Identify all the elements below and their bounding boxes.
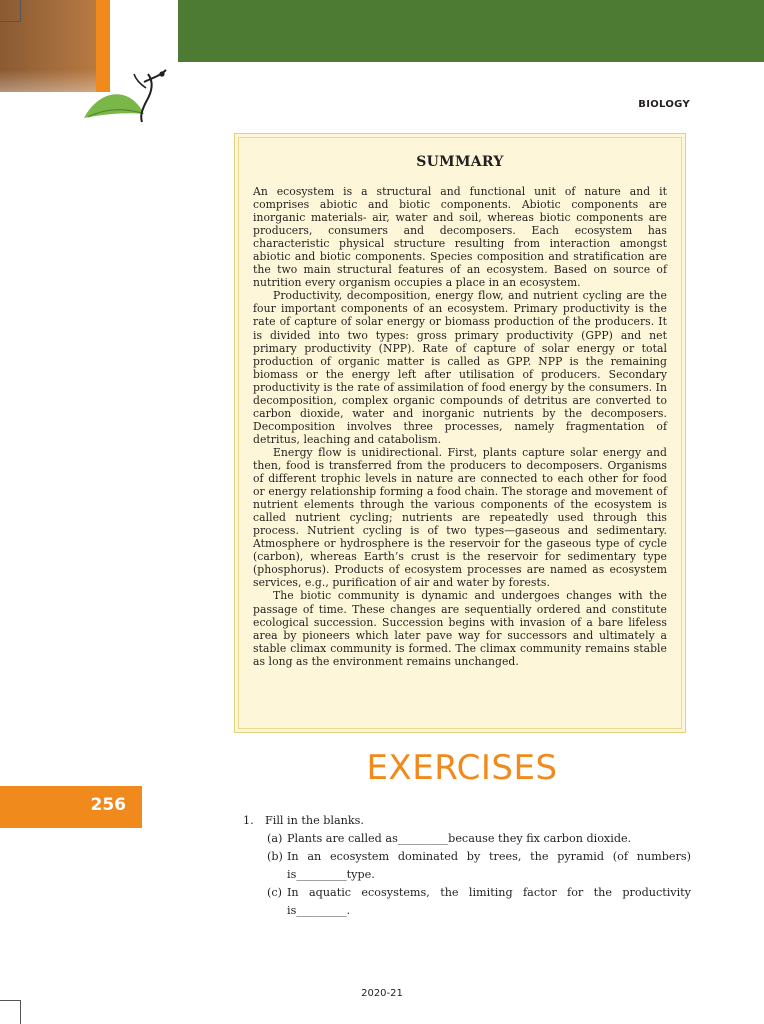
crop-mark-bottom-horizontal: [0, 1000, 20, 1001]
question-part-text: In aquatic ecosystems, the limiting factor for the productivity is_________.: [287, 886, 691, 917]
question-part: [267, 830, 691, 848]
exercise-question: [243, 812, 691, 830]
question-part: [267, 884, 691, 920]
question-part-label: (b): [267, 850, 283, 863]
summary-paragraph: An ecosystem is a structural and functional unit of nature and it comprises abiotic and biotic components. Abiotic components are inorganic materials- air, water and soil, whereas biotic components are producers, consumers and decomposers. Each ecosystem has characteristic physical structure resulting from interaction amongst abiotic and biotic components. Species composition and stratification are the two main structural features of an ecosystem. Based on source of nutrition every organism occupies a place in an ecosystem.: [253, 185, 667, 290]
summary-paragraph: The biotic community is dynamic and undergoes changes with the passage of time. These changes are sequentially ordered and constitute ecological succession. Succession begins with invasion of a bare lifeless area by pioneers which later pave way for successors and ultimately a stable climax community is formed. The climax community remains stable as long as the environment remains unchanged.: [253, 589, 667, 668]
leaf-logo-icon: [82, 68, 172, 128]
question-part-text: In an ecosystem dominated by trees, the pyramid (of numbers) is_________type.: [287, 850, 691, 881]
header-green-bar: [178, 0, 764, 62]
summary-title: SUMMARY: [416, 154, 504, 170]
question-number: 1.: [243, 814, 254, 827]
footer-year: 2020-21: [361, 988, 403, 999]
crop-mark-top-vertical: [20, 0, 21, 22]
crop-mark-bottom-vertical: [20, 1000, 21, 1024]
summary-box: [234, 133, 686, 733]
page-number-badge: [0, 786, 142, 828]
running-header-subject: BIOLOGY: [638, 99, 690, 110]
summary-paragraph: Productivity, decomposition, energy flow, and nutrient cycling are the four important components of an ecosystem. Primary productivity is the rate of capture of solar energy or biomass production of the producers. It is divided into two types: gross primary productivity (GPP) and net primary productivity (NPP). Rate of capture of solar energy or total production of organic matter is called as GPP. NPP is the remaining biomass or the energy left after utilisation of producers. Secondary productivity is the rate of assimilation of food energy by the consumers. In decomposition, complex organic compounds of detritus are converted to carbon dioxide, water and inorganic nutrients by the decomposers. Decomposition involves three processes, namely fragmentation of detritus, leaching and catabolism.: [253, 289, 667, 446]
summary-paragraph: Energy flow is unidirectional. First, plants capture solar energy and then, food is transferred from the producers to decomposers. Organisms of different trophic levels in nature are connected to each other for food or energy relationship forming a food chain. The storage and movement of nutrient elements through the various components of the ecosystem is called nutrient cycling; nutrients are repeatedly used through this process. Nutrient cycling is of two types—gaseous and sedimentary. Atmosphere or hydrosphere is the reservoir for the gaseous type of cycle (carbon), whereas Earth’s crust is the reservoir for sedimentary type (phosphorus). Products of ecosystem processes are named as ecosystem services, e.g., purification of air and water by forests.: [253, 445, 667, 590]
question-part-label: (a): [267, 832, 283, 845]
question-part-label: (c): [267, 886, 282, 899]
crop-mark-top-horizontal: [0, 21, 20, 22]
summary-inner-frame: [238, 137, 682, 729]
question-text: Fill in the blanks.: [265, 814, 364, 827]
question-part-text: Plants are called as_________because they fix carbon dioxide.: [287, 832, 632, 845]
question-part: [267, 848, 691, 884]
page-number: 256: [90, 795, 126, 815]
exercises-heading: EXERCISES: [366, 748, 558, 788]
exercise-list: [243, 812, 691, 920]
